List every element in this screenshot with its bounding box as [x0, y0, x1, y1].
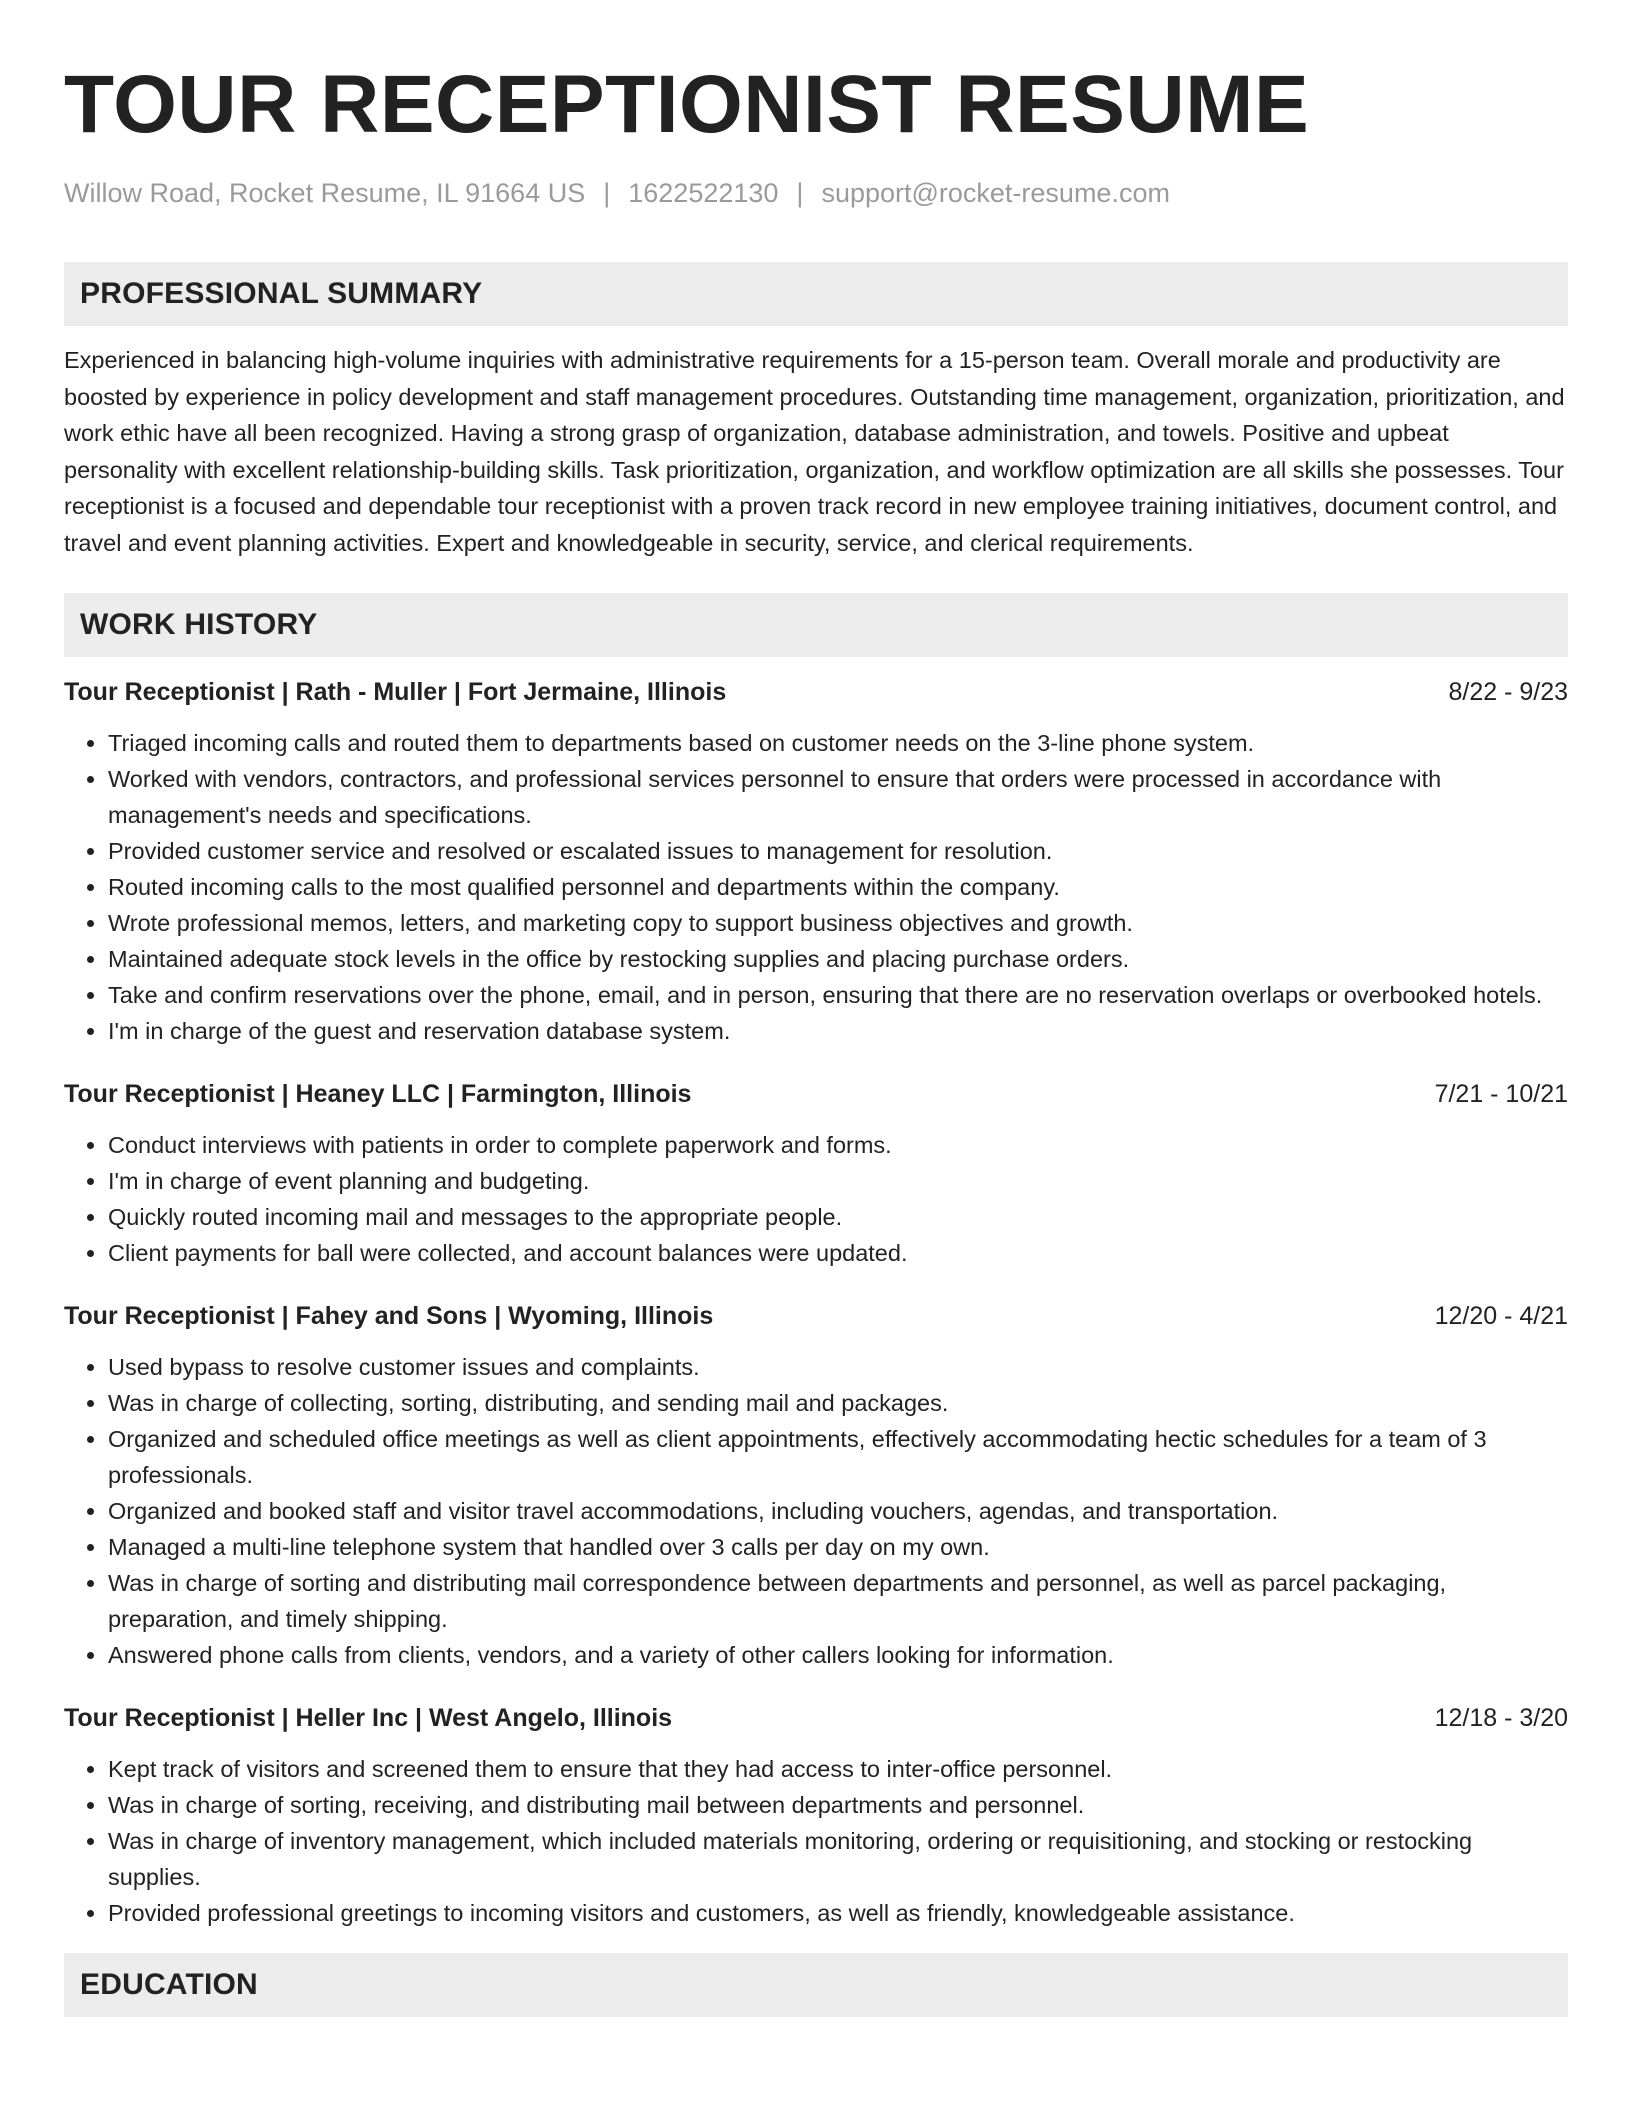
job-bullet: • Was in charge of collecting, sorting, distributing, and sending mail and packages. [108, 1385, 1568, 1421]
job-entry [64, 675, 1568, 1049]
job-dates: 12/18 - 3/20 [1434, 1704, 1568, 1732]
job-entry [64, 1701, 1568, 1931]
professional-summary-text: Experienced in balancing high-volume inquiries with administrative requirements for a 15-person team. Overall morale and productivity are boosted by experience in policy development and staff management procedures. Outstanding time management, organization, prioritization, and work ethic have all been recognized. Having a strong grasp of organization, database administration, and towels. Positive and upbeat personality with excellent relationship-building skills. Task prioritization, organization, and workflow optimization are all skills she possesses. Tour receptionist is a focused and dependable tour receptionist with a proven track record in new employee training initiatives, document control, and travel and event planning activities. Expert and knowledgeable in security, service, and clerical requirements. [64, 347, 1565, 556]
job-bullet: • Quickly routed incoming mail and messages to the appropriate people. [108, 1199, 1568, 1235]
job-bullet: • Maintained adequate stock levels in the office by restocking supplies and placing purchase orders. [108, 941, 1568, 977]
job-bullet: • Used bypass to resolve customer issues and complaints. [108, 1349, 1568, 1385]
job-bullet: • Provided customer service and resolved or escalated issues to management for resolution. [108, 833, 1568, 869]
job-title: Tour Receptionist | Fahey and Sons | Wyoming, Illinois [64, 1302, 714, 1330]
job-bullet: • Was in charge of sorting and distributing mail correspondence between departments and personnel, as well as parcel packaging, preparation, and timely shipping. [108, 1565, 1568, 1637]
resume-title: TOUR RECEPTIONIST RESUME [64, 59, 1310, 150]
job-bullet: • I'm in charge of the guest and reservation database system. [108, 1013, 1568, 1049]
contact-separator: | [796, 178, 804, 208]
contact-phone: 1622522130 [628, 178, 779, 208]
job-bullet: • Was in charge of inventory management, which included materials monitoring, ordering or requisitioning, and stocking or restocking supplies. [108, 1823, 1568, 1895]
job-bullet-list [64, 1751, 1568, 1931]
job-title: Tour Receptionist | Rath - Muller | Fort Jermaine, Illinois [64, 678, 727, 706]
job-bullet: • Triaged incoming calls and routed them to departments based on customer needs on the 3-line phone system. [108, 725, 1568, 761]
job-bullet-list [64, 1349, 1568, 1673]
contact-separator: | [603, 178, 611, 208]
section-header-professional-summary: PROFESSIONAL SUMMARY [64, 262, 1568, 326]
job-bullet: • I'm in charge of event planning and budgeting. [108, 1163, 1568, 1199]
job-dates: 12/20 - 4/21 [1434, 1302, 1568, 1330]
section-header-work-history: WORK HISTORY [64, 593, 1568, 657]
job-bullet: • Managed a multi-line telephone system that handled over 3 calls per day on my own. [108, 1529, 1568, 1565]
job-entry [64, 1077, 1568, 1271]
job-bullet: • Was in charge of sorting, receiving, and distributing mail between departments and personnel. [108, 1787, 1568, 1823]
job-header [64, 1077, 1568, 1111]
job-dates: 7/21 - 10/21 [1434, 1080, 1568, 1108]
section-header-education: EDUCATION [64, 1953, 1568, 2017]
contact-address: Willow Road, Rocket Resume, IL 91664 US [64, 178, 586, 208]
job-bullet: • Conduct interviews with patients in order to complete paperwork and forms. [108, 1127, 1568, 1163]
job-bullet: • Routed incoming calls to the most qualified personnel and departments within the company. [108, 869, 1568, 905]
job-header [64, 1701, 1568, 1735]
contact-line [64, 180, 1568, 207]
resume-page [64, 52, 1568, 2017]
job-bullet: • Wrote professional memos, letters, and marketing copy to support business objectives and growth. [108, 905, 1568, 941]
job-bullet-list [64, 1127, 1568, 1271]
job-dates: 8/22 - 9/23 [1448, 678, 1568, 706]
job-title: Tour Receptionist | Heller Inc | West Angelo, Illinois [64, 1704, 673, 1732]
job-bullet: • Answered phone calls from clients, vendors, and a variety of other callers looking for information. [108, 1637, 1568, 1673]
job-title: Tour Receptionist | Heaney LLC | Farmington, Illinois [64, 1080, 692, 1108]
job-bullet: • Worked with vendors, contractors, and professional services personnel to ensure that orders were processed in accordance with management's needs and specifications. [108, 761, 1568, 833]
job-bullet: • Client payments for ball were collected, and account balances were updated. [108, 1235, 1568, 1271]
job-bullet: • Organized and booked staff and visitor travel accommodations, including vouchers, agendas, and transportation. [108, 1493, 1568, 1529]
job-entry [64, 1299, 1568, 1673]
job-bullet: • Organized and scheduled office meetings as well as client appointments, effectively accommodating hectic schedules for a team of 3 professionals. [108, 1421, 1568, 1493]
job-bullet: • Kept track of visitors and screened them to ensure that they had access to inter-office personnel. [108, 1751, 1568, 1787]
job-header [64, 675, 1568, 709]
contact-email: support@rocket-resume.com [821, 178, 1170, 208]
job-bullet: • Take and confirm reservations over the phone, email, and in person, ensuring that there are no reservation overlaps or overbooked hotels. [108, 977, 1568, 1013]
job-bullet-list [64, 725, 1568, 1049]
job-header [64, 1299, 1568, 1333]
job-bullet: • Provided professional greetings to incoming visitors and customers, as well as friendly, knowledgeable assistance. [108, 1895, 1568, 1931]
